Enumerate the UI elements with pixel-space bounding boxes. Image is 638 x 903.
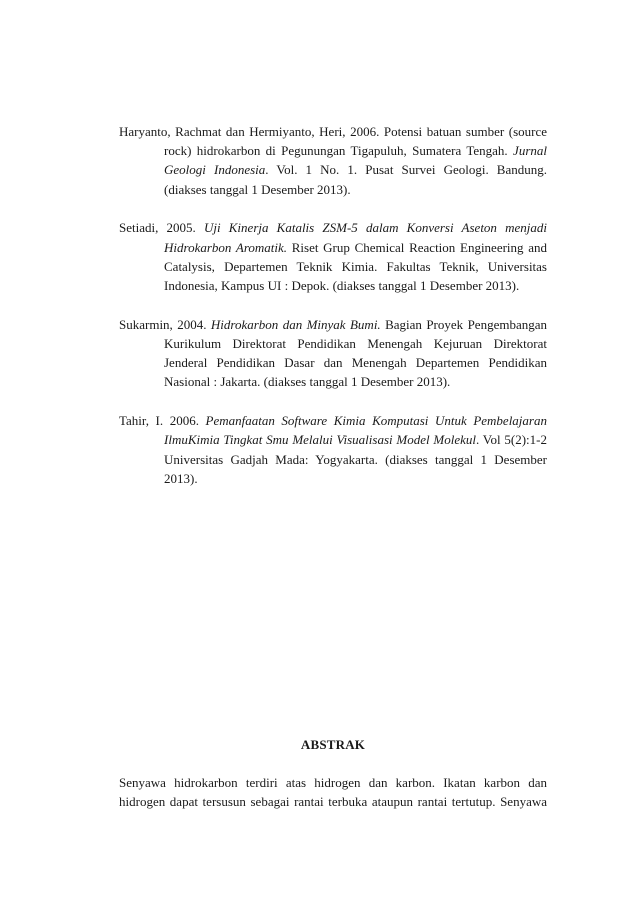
reference-item	[119, 122, 547, 199]
reference-item	[119, 411, 547, 488]
reference-title-italic: Jurnal Geologi Indonesia	[164, 143, 547, 178]
reference-text: . Vol. 1 No. 1. Pusat Survei Geologi. Bandung. (diakses tanggal 1 Desember 2013).	[164, 162, 547, 197]
reference-text: . Vol 5(2):1-2 Universitas Gadjah Mada: Yogyakarta. (diakses tanggal 1 Desember 2013).	[164, 432, 547, 486]
reference-text: Haryanto, Rachmat dan Hermiyanto, Heri, 2006. Potensi batuan sumber (source rock) hidrokarbon di Pegunungan Tigapuluh, Sumatera Tengah.	[119, 124, 547, 159]
reference-item	[119, 218, 547, 295]
reference-list	[119, 122, 547, 508]
reference-title-italic: Uji Kinerja Katalis ZSM-5 dalam Konversi Aseton menjadi Hidrokarbon Aromatik.	[164, 220, 547, 255]
reference-text: Tahir, I. 2006.	[119, 413, 206, 429]
reference-text: Sukarmin, 2004.	[119, 316, 211, 332]
reference-text: Riset Grup Chemical Reaction Engineering and Catalysis, Departemen Teknik Kimia. Fakultas Teknik, Universitas Indonesia, Kampus UI : Depok. (diakses tanggal 1 Desember 2013).	[164, 239, 548, 294]
reference-title-italic: Hidrokarbon dan Minyak Bumi.	[210, 316, 381, 332]
reference-text: Bagian Proyek Pengembangan Kurikulum Direktorat Pendidikan Menengah Kejuruan Direktorat Jenderal Pendidikan Dasar dan Menengah Departemen Pendidikan Nasional : Jakarta. (diakses tanggal 1 Desember 2013).	[164, 316, 547, 390]
reference-item	[119, 315, 547, 392]
reference-title-italic: Pemanfaatan Software Kimia Komputasi Untuk Pembelajaran IlmuKimia Tingkat Smu Melalui Visualisasi Model Molekul	[164, 413, 547, 448]
abstract-paragraph: Senyawa hidrokarbon terdiri atas hidrogen dan karbon. Ikatan karbon dan hidrogen dapat tersusun sebagai rantai terbuka ataupun rantai tertutup. Senyawa	[119, 775, 547, 810]
reference-text: Setiadi, 2005.	[119, 220, 204, 236]
abstract-heading: ABSTRAK	[300, 737, 366, 752]
